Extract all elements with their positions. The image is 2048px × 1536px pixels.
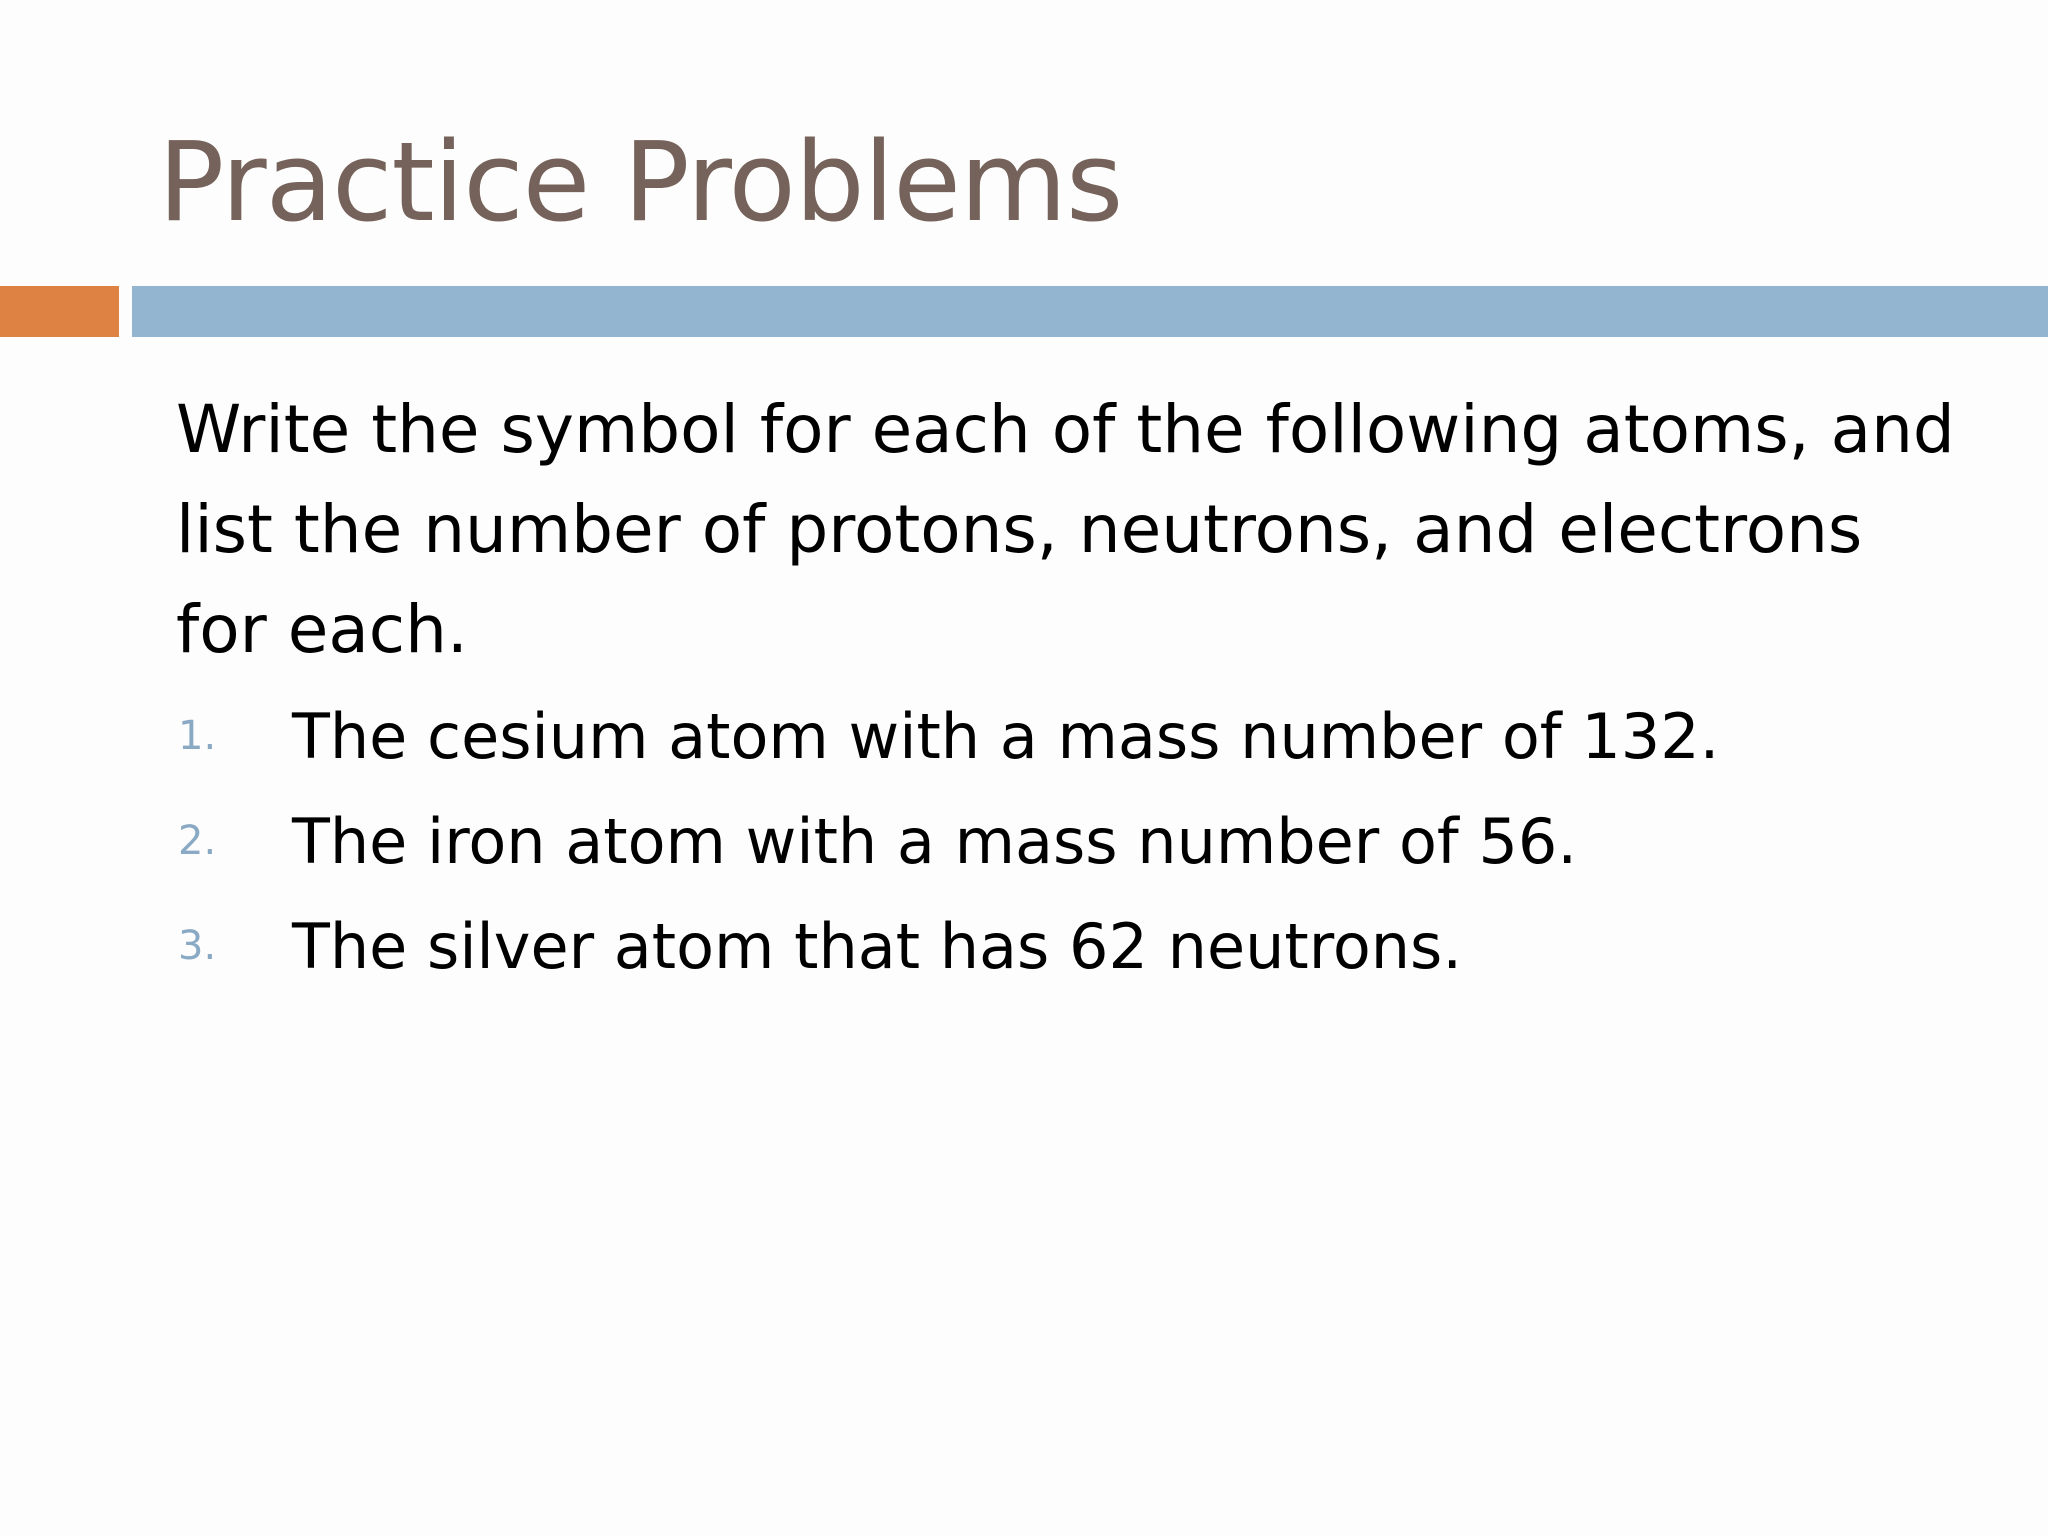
problem-list bbox=[176, 684, 1956, 999]
accent-bar-blue bbox=[132, 286, 2048, 337]
accent-bar-orange bbox=[0, 286, 119, 337]
problem-item bbox=[176, 894, 1956, 999]
slide-title: Practice Problems bbox=[158, 118, 1123, 246]
problem-number: 1. bbox=[178, 713, 217, 759]
content-placeholder bbox=[176, 380, 1956, 999]
problem-text: The iron atom with a mass number of 56. bbox=[292, 805, 1578, 878]
problem-text: The cesium atom with a mass number of 132. bbox=[292, 700, 1720, 773]
problem-item bbox=[176, 789, 1956, 894]
intro-text: Write the symbol for each of the following atoms, and list the number of protons, neutrons, and electrons for each. bbox=[176, 391, 1955, 668]
problem-number: 2. bbox=[178, 818, 217, 864]
title-placeholder bbox=[158, 112, 1858, 252]
problem-item bbox=[176, 684, 1956, 789]
problem-number: 3. bbox=[178, 923, 217, 969]
problem-text: The silver atom that has 62 neutrons. bbox=[292, 910, 1463, 983]
